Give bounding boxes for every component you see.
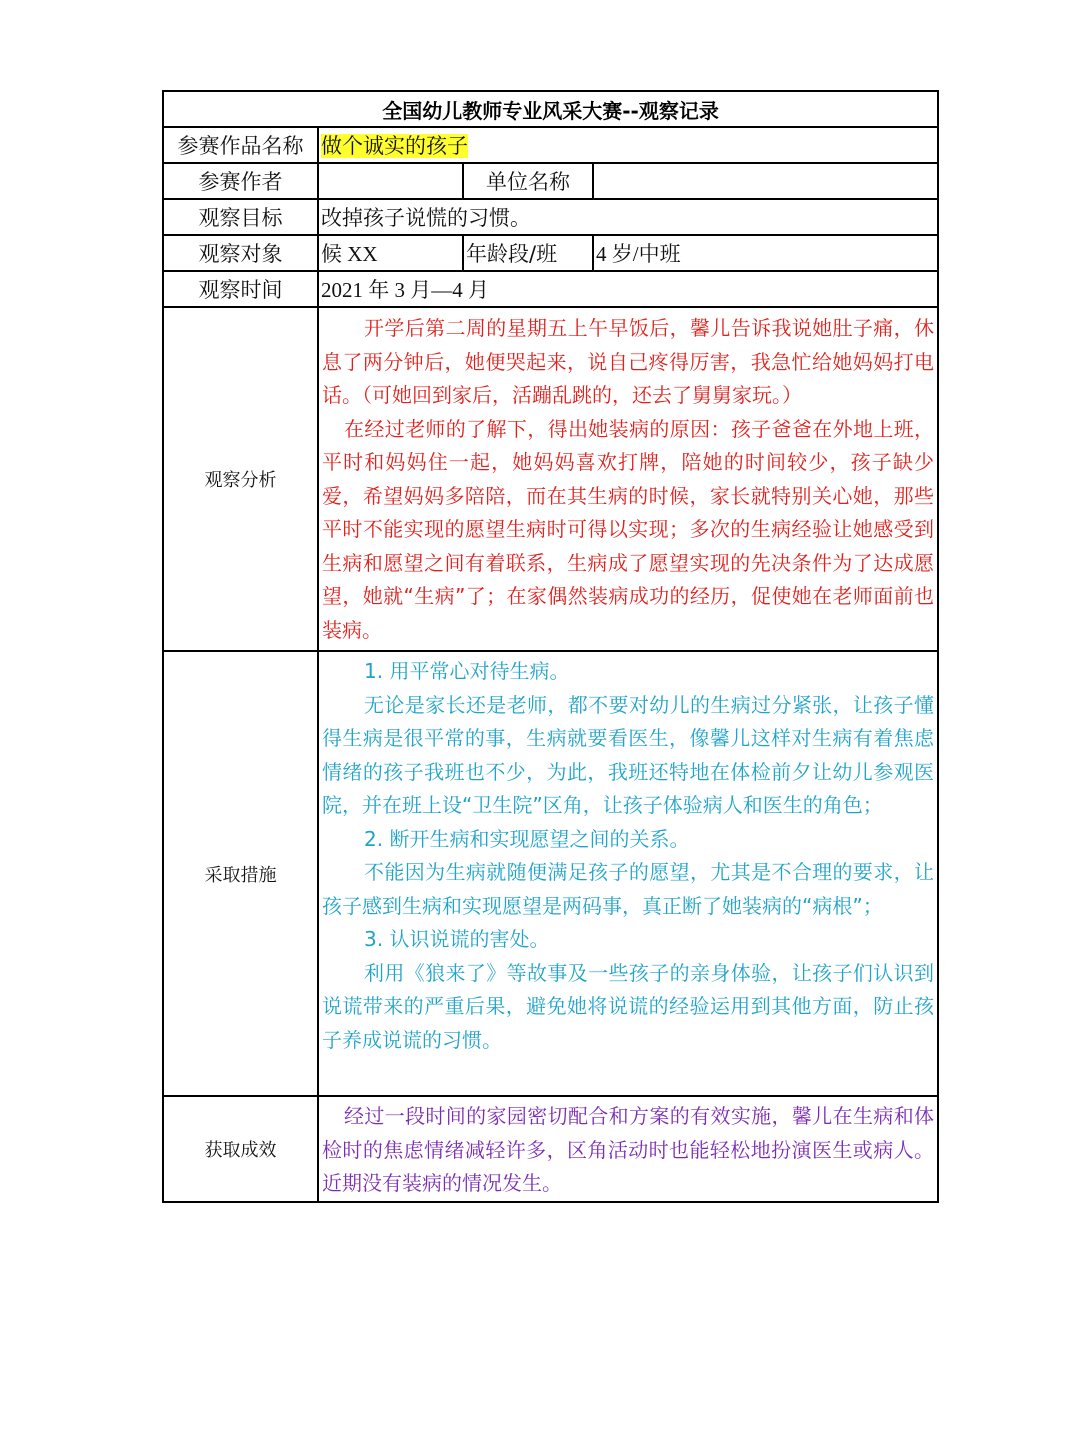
measure-heading: 2. 断开生病和实现愿望之间的关系。 — [364, 826, 690, 851]
goal-value: 改掉孩子说慌的习惯。 — [318, 199, 938, 235]
measure-paragraph: 不能因为生病就随便满足孩子的愿望，尤其是不合理的要求，让孩子感到生病和实现愿望是两码事，真正断了她装病的“病根”； — [322, 860, 935, 918]
results-label: 获取成效 — [163, 1096, 318, 1202]
subject-value: 候 XX — [318, 235, 463, 271]
measure-paragraph: 无论是家长还是老师，都不要对幼儿的生病过分紧张，让孩子懂得生病是很平常的事，生病就要看医生，像馨儿这样对生病有着焦虑情绪的孩子我班也不少，为此，我班还特地在体检前夕让幼儿参观医院，并在班上设“卫生院”区角，让孩子体验病人和医生的角色； — [322, 692, 935, 817]
unit-value — [593, 163, 938, 199]
measures-content — [318, 651, 938, 1096]
goal-label: 观察目标 — [163, 199, 318, 235]
author-label: 参赛作者 — [163, 163, 318, 199]
measures-label: 采取措施 — [163, 651, 318, 1096]
page-title: 全国幼儿教师专业风采大赛--观察记录 — [163, 91, 938, 127]
time-value: 2021 年 3 月—4 月 — [318, 271, 938, 307]
observation-record-table — [162, 90, 939, 1203]
work-name-label: 参赛作品名称 — [163, 127, 318, 163]
measure-paragraph: 利用《狼来了》等故事及一些孩子的亲身体验，让孩子们认识到说谎带来的严重后果，避免她将说谎的经验运用到其他方面，防止孩子养成说谎的习惯。 — [322, 960, 935, 1052]
results-paragraph: 经过一段时间的家园密切配合和方案的有效实施，馨儿在生病和体检时的焦虑情绪减轻许多，区角活动时也能轻松地扮演医生或病人。近期没有装病的情况发生。 — [322, 1104, 935, 1195]
age-value: 4 岁/中班 — [593, 235, 938, 271]
author-value — [318, 163, 463, 199]
analysis-content — [318, 307, 938, 651]
analysis-paragraph: 开学后第二周的星期五上午早饭后，馨儿告诉我说她肚子痛，休息了两分钟后，她便哭起来，说自己疼得厉害，我急忙给她妈妈打电话。（可她回到家后，活蹦乱跳的，还去了舅舅家玩。） — [322, 316, 935, 407]
measure-heading: 3. 认识说谎的害处。 — [364, 927, 550, 951]
time-label: 观察时间 — [163, 271, 318, 307]
analysis-label: 观察分析 — [163, 307, 318, 651]
age-label: 年龄段/班 — [463, 235, 593, 271]
results-content — [318, 1096, 938, 1202]
work-name-value: 做个诚实的孩子 — [321, 134, 468, 158]
measure-heading: 1. 用平常心对待生病。 — [364, 659, 570, 683]
subject-label: 观察对象 — [163, 235, 318, 271]
unit-label: 单位名称 — [463, 163, 593, 199]
analysis-paragraph: 在经过老师的了解下，得出她装病的原因：孩子爸爸在外地上班，平时和妈妈住一起，她妈妈喜欢打牌，陪她的时间较少，孩子缺少爱，希望妈妈多陪陪，而在其生病的时候，家长就特别关心她，那些平时不能实现的愿望生病时可得以实现；多次的生病经验让她感受到生病和愿望之间有着联系，生病成了愿望实现的先决条件为了达成愿望，她就“生病”了；在家偶然装病成功的经历，促使她在老师面前也装病。 — [322, 416, 935, 642]
work-name-cell — [318, 127, 938, 163]
